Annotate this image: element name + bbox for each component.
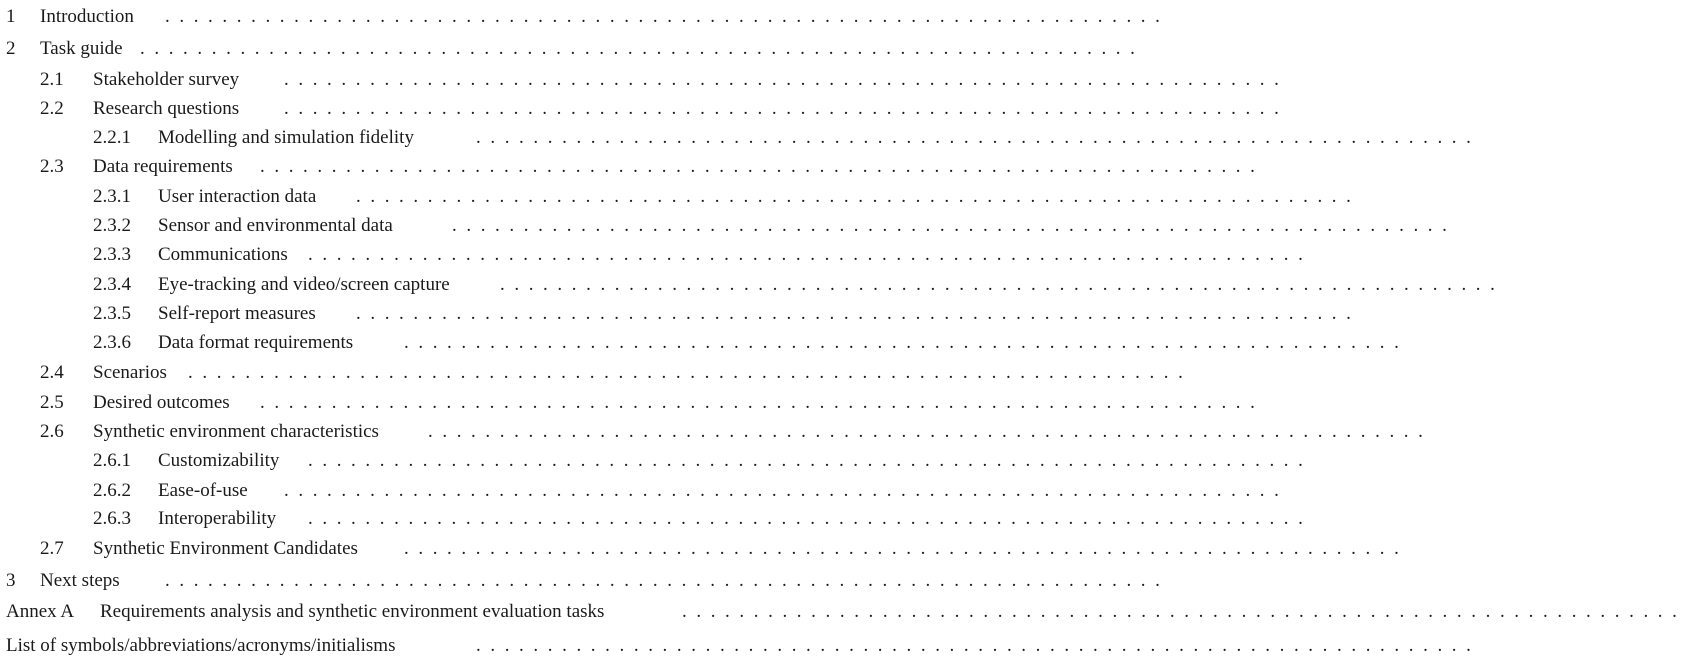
toc-entry-number: 2.3.5 xyxy=(93,303,131,324)
toc-entry-2[interactable] xyxy=(0,37,1145,61)
dot-leader: ...................................................................... xyxy=(308,450,1313,471)
dot-leader: ...................................................................... xyxy=(428,421,1433,442)
toc-entry-2-3-6[interactable] xyxy=(0,331,1409,355)
dot-leader: ...................................................................... xyxy=(682,601,1687,622)
dot-leader: ...................................................................... xyxy=(404,332,1409,353)
toc-entry-title: Scenarios xyxy=(93,362,167,383)
toc-entry-2-6[interactable] xyxy=(0,420,1433,444)
toc-entry-3[interactable] xyxy=(0,569,1170,593)
toc-entry-number: 2.2.1 xyxy=(93,127,131,148)
toc-entry-annex-a[interactable] xyxy=(0,600,1687,624)
toc-entry-title: Self-report measures xyxy=(158,303,316,324)
dot-leader: ...................................................................... xyxy=(452,215,1457,236)
toc-entry-2-3-3[interactable] xyxy=(0,243,1313,267)
toc-entry-2-5[interactable] xyxy=(0,391,1265,415)
toc-entry-number: 1 xyxy=(6,6,16,27)
dot-leader: ...................................................................... xyxy=(260,392,1265,413)
toc-entry-number: 2.3.1 xyxy=(93,186,131,207)
dot-leader: ...................................................................... xyxy=(356,303,1361,324)
toc-entry-2-6-1[interactable] xyxy=(0,449,1313,473)
toc-entry-title: Sensor and environmental data xyxy=(158,215,393,236)
toc-entry-title: Interoperability xyxy=(158,508,277,529)
toc-entry-title: Desired outcomes xyxy=(93,392,230,413)
toc-entry-number: 2.3.2 xyxy=(93,215,131,236)
toc-entry-number: 2.4 xyxy=(40,362,64,383)
toc-entry-number: 2.6.3 xyxy=(93,508,131,529)
dot-leader: ...................................................................... xyxy=(500,274,1505,295)
toc-entry-2-6-2[interactable] xyxy=(0,479,1289,503)
toc-entry-title: Communications xyxy=(158,244,288,265)
dot-leader: ...................................................................... xyxy=(188,362,1193,383)
toc-entry-title: List of symbols/abbreviations/acronyms/initialisms xyxy=(6,635,396,656)
toc-entry-title: Requirements analysis and synthetic environment evaluation tasks xyxy=(100,601,605,622)
dot-leader: ...................................................................... xyxy=(308,508,1313,529)
dot-leader: ...................................................................... xyxy=(260,156,1265,177)
toc-entry-number: 2.6.1 xyxy=(93,450,131,471)
dot-leader: ...................................................................... xyxy=(165,6,1170,27)
toc-entry-number: 2.3.3 xyxy=(93,244,131,265)
toc-entry-2-3[interactable] xyxy=(0,155,1265,179)
dot-leader: ...................................................................... xyxy=(476,127,1481,148)
toc-entry-2-3-4[interactable] xyxy=(0,273,1505,297)
toc-entry-number: 2 xyxy=(6,38,16,59)
toc-entry-title: Synthetic environment characteristics xyxy=(93,421,379,442)
toc-entry-title: Eye-tracking and video/screen capture xyxy=(158,274,450,295)
toc-entry-title: Research questions xyxy=(93,98,240,119)
toc-entry-title: Introduction xyxy=(40,6,134,27)
toc-entry-number: 2.1 xyxy=(40,69,64,90)
toc-entry-title: Customizability xyxy=(158,450,280,471)
dot-leader: ...................................................................... xyxy=(284,480,1289,501)
toc-entry-abbreviations[interactable] xyxy=(0,634,1481,658)
toc-entry-title: User interaction data xyxy=(158,186,317,207)
toc-entry-number: 2.6.2 xyxy=(93,480,131,501)
toc-entry-title: Task guide xyxy=(40,38,123,59)
toc-entry-2-2-1[interactable] xyxy=(0,126,1481,150)
toc-entry-number: 2.7 xyxy=(40,538,64,559)
dot-leader: ...................................................................... xyxy=(308,244,1313,265)
toc-entry-number: 2.5 xyxy=(40,392,64,413)
toc-entry-title: Next steps xyxy=(40,570,120,591)
toc-entry-title: Modelling and simulation fidelity xyxy=(158,127,414,148)
toc-entry-title: Stakeholder survey xyxy=(93,69,240,90)
toc-entry-number: 3 xyxy=(6,570,16,591)
dot-leader: ...................................................................... xyxy=(284,98,1289,119)
toc-entry-2-7[interactable] xyxy=(0,537,1409,561)
toc-entry-title: Data format requirements xyxy=(158,332,354,353)
toc-entry-number: 2.3.4 xyxy=(93,274,131,295)
toc-entry-2-4[interactable] xyxy=(0,361,1193,385)
toc-entry-1[interactable] xyxy=(0,5,1170,29)
toc-entry-number: Annex A xyxy=(6,601,75,622)
toc-entry-2-2[interactable] xyxy=(0,97,1289,121)
toc-entry-number: 2.3 xyxy=(40,156,64,177)
toc-entry-title: Data requirements xyxy=(93,156,233,177)
dot-leader: ...................................................................... xyxy=(356,186,1361,207)
toc-entry-2-3-1[interactable] xyxy=(0,185,1361,209)
toc-entry-title: Ease-of-use xyxy=(158,480,248,501)
dot-leader: ...................................................................... xyxy=(404,538,1409,559)
toc-entry-number: 2.2 xyxy=(40,98,64,119)
dot-leader: ...................................................................... xyxy=(140,38,1145,59)
toc-entry-2-1[interactable] xyxy=(0,68,1289,92)
dot-leader: ...................................................................... xyxy=(165,570,1170,591)
toc-entry-2-3-5[interactable] xyxy=(0,302,1361,326)
dot-leader: ...................................................................... xyxy=(284,69,1289,90)
toc-entry-number: 2.6 xyxy=(40,421,64,442)
toc-entry-number: 2.3.6 xyxy=(93,332,131,353)
dot-leader: ...................................................................... xyxy=(476,635,1481,656)
toc-entry-title: Synthetic Environment Candidates xyxy=(93,538,358,559)
toc-entry-2-6-3[interactable] xyxy=(0,507,1313,531)
toc-entry-2-3-2[interactable] xyxy=(0,214,1457,238)
